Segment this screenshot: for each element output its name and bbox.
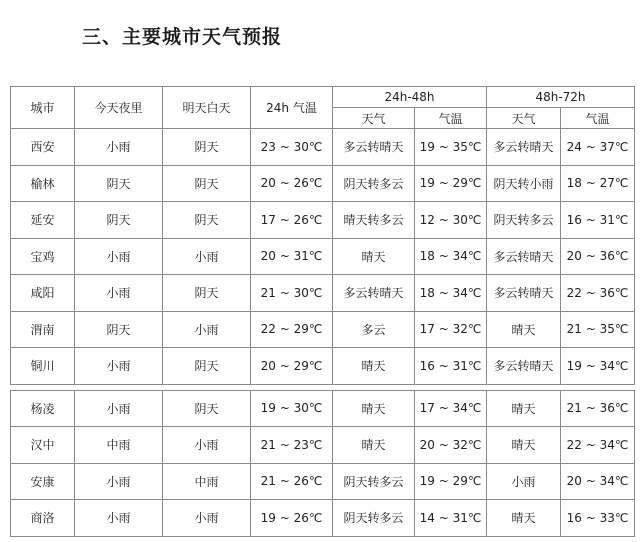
- cell-temp-72h: 20 ~ 34℃: [561, 463, 635, 500]
- cell-weather-72h: 晴天: [487, 500, 561, 537]
- cell-tonight: 阴天: [75, 311, 163, 348]
- cell-weather-72h: 阴天转小雨: [487, 165, 561, 202]
- cell-city: 汉中: [11, 427, 75, 464]
- cell-tomorrow-day: 阴天: [163, 165, 251, 202]
- cell-weather-72h: 晴天: [487, 390, 561, 427]
- cell-temp-24h: 20 ~ 31℃: [251, 238, 333, 275]
- cell-tomorrow-day: 小雨: [163, 427, 251, 464]
- cell-temp-24h: 22 ~ 29℃: [251, 311, 333, 348]
- cell-weather-48h: 阴天转多云: [333, 500, 415, 537]
- cell-city: 安康: [11, 463, 75, 500]
- cell-temp-48h: 19 ~ 29℃: [415, 165, 487, 202]
- cell-tomorrow-day: 阴天: [163, 202, 251, 239]
- cell-temp-24h: 21 ~ 23℃: [251, 427, 333, 464]
- cell-tomorrow-day: 中雨: [163, 463, 251, 500]
- cell-temp-48h: 12 ~ 30℃: [415, 202, 487, 239]
- table-row: [11, 129, 635, 166]
- cell-city: 西安: [11, 129, 75, 166]
- cell-weather-72h: 晴天: [487, 311, 561, 348]
- cell-temp-72h: 22 ~ 34℃: [561, 427, 635, 464]
- cell-tonight: 小雨: [75, 390, 163, 427]
- cell-temp-48h: 18 ~ 34℃: [415, 275, 487, 312]
- cell-tomorrow-day: 小雨: [163, 238, 251, 275]
- table-row: [11, 311, 635, 348]
- cell-tonight: 小雨: [75, 129, 163, 166]
- table-row: [11, 500, 635, 537]
- header-weather-72h: 天气: [487, 108, 561, 129]
- table-row: [11, 427, 635, 464]
- cell-city: 榆林: [11, 165, 75, 202]
- cell-tonight: 小雨: [75, 500, 163, 537]
- cell-weather-48h: 多云转晴天: [333, 275, 415, 312]
- cell-temp-48h: 19 ~ 35℃: [415, 129, 487, 166]
- cell-tonight: 小雨: [75, 463, 163, 500]
- cell-tomorrow-day: 阴天: [163, 348, 251, 385]
- cell-weather-48h: 阴天转多云: [333, 463, 415, 500]
- cell-temp-48h: 17 ~ 34℃: [415, 390, 487, 427]
- cell-city: 宝鸡: [11, 238, 75, 275]
- header-temp-24h: 24h 气温: [251, 87, 333, 129]
- cell-city: 杨凌: [11, 390, 75, 427]
- table-row: [11, 202, 635, 239]
- cell-weather-72h: 多云转晴天: [487, 348, 561, 385]
- cell-weather-48h: 晴天: [333, 390, 415, 427]
- cell-weather-72h: 晴天: [487, 427, 561, 464]
- cell-tomorrow-day: 阴天: [163, 275, 251, 312]
- cell-tonight: 阴天: [75, 165, 163, 202]
- cell-temp-72h: 19 ~ 34℃: [561, 348, 635, 385]
- cell-temp-72h: 20 ~ 36℃: [561, 238, 635, 275]
- cell-city: 咸阳: [11, 275, 75, 312]
- cell-weather-48h: 阴天转多云: [333, 165, 415, 202]
- cell-temp-48h: 16 ~ 31℃: [415, 348, 487, 385]
- cell-temp-72h: 21 ~ 35℃: [561, 311, 635, 348]
- cell-temp-48h: 17 ~ 32℃: [415, 311, 487, 348]
- cell-weather-48h: 晴天: [333, 238, 415, 275]
- header-weather-48h: 天气: [333, 108, 415, 129]
- cell-temp-24h: 21 ~ 30℃: [251, 275, 333, 312]
- cell-temp-24h: 19 ~ 30℃: [251, 390, 333, 427]
- cell-temp-72h: 16 ~ 33℃: [561, 500, 635, 537]
- cell-city: 铜川: [11, 348, 75, 385]
- cell-weather-48h: 多云: [333, 311, 415, 348]
- cell-tomorrow-day: 小雨: [163, 311, 251, 348]
- header-city: 城市: [11, 87, 75, 129]
- cell-tomorrow-day: 阴天: [163, 129, 251, 166]
- header-temp-72h: 气温: [561, 108, 635, 129]
- cell-temp-48h: 19 ~ 29℃: [415, 463, 487, 500]
- cell-weather-48h: 多云转晴天: [333, 129, 415, 166]
- table-body: [11, 129, 635, 537]
- cell-temp-72h: 18 ~ 27℃: [561, 165, 635, 202]
- table-row: [11, 390, 635, 427]
- cell-temp-24h: 23 ~ 30℃: [251, 129, 333, 166]
- table-row: [11, 238, 635, 275]
- cell-tonight: 小雨: [75, 238, 163, 275]
- cell-temp-24h: 19 ~ 26℃: [251, 500, 333, 537]
- cell-tomorrow-day: 阴天: [163, 390, 251, 427]
- table-row: [11, 165, 635, 202]
- cell-temp-48h: 18 ~ 34℃: [415, 238, 487, 275]
- cell-temp-24h: 17 ~ 26℃: [251, 202, 333, 239]
- cell-weather-72h: 多云转晴天: [487, 275, 561, 312]
- cell-weather-72h: 小雨: [487, 463, 561, 500]
- cell-temp-24h: 20 ~ 26℃: [251, 165, 333, 202]
- cell-tonight: 阴天: [75, 202, 163, 239]
- cell-tomorrow-day: 小雨: [163, 500, 251, 537]
- weather-forecast-table: [10, 86, 635, 537]
- header-temp-48h: 气温: [415, 108, 487, 129]
- cell-weather-48h: 晴天: [333, 348, 415, 385]
- cell-temp-72h: 16 ~ 31℃: [561, 202, 635, 239]
- cell-temp-72h: 21 ~ 36℃: [561, 390, 635, 427]
- cell-weather-72h: 多云转晴天: [487, 238, 561, 275]
- cell-weather-72h: 多云转晴天: [487, 129, 561, 166]
- header-group-48-72h: 48h-72h: [487, 87, 635, 108]
- cell-temp-72h: 22 ~ 36℃: [561, 275, 635, 312]
- table-row: [11, 463, 635, 500]
- cell-weather-48h: 晴天转多云: [333, 202, 415, 239]
- cell-tonight: 中雨: [75, 427, 163, 464]
- cell-temp-48h: 14 ~ 31℃: [415, 500, 487, 537]
- cell-tonight: 小雨: [75, 275, 163, 312]
- table-row: [11, 275, 635, 312]
- cell-tonight: 小雨: [75, 348, 163, 385]
- cell-weather-72h: 阴天转多云: [487, 202, 561, 239]
- cell-city: 延安: [11, 202, 75, 239]
- cell-temp-48h: 20 ~ 32℃: [415, 427, 487, 464]
- cell-temp-24h: 21 ~ 26℃: [251, 463, 333, 500]
- header-group-24-48h: 24h-48h: [333, 87, 487, 108]
- header-tonight: 今天夜里: [75, 87, 163, 129]
- cell-city: 商洛: [11, 500, 75, 537]
- page-heading: 三、主要城市天气预报: [82, 26, 283, 48]
- cell-weather-48h: 晴天: [333, 427, 415, 464]
- header-tomorrow-day: 明天白天: [163, 87, 251, 129]
- cell-temp-24h: 20 ~ 29℃: [251, 348, 333, 385]
- cell-city: 渭南: [11, 311, 75, 348]
- table-row: [11, 348, 635, 385]
- cell-temp-72h: 24 ~ 37℃: [561, 129, 635, 166]
